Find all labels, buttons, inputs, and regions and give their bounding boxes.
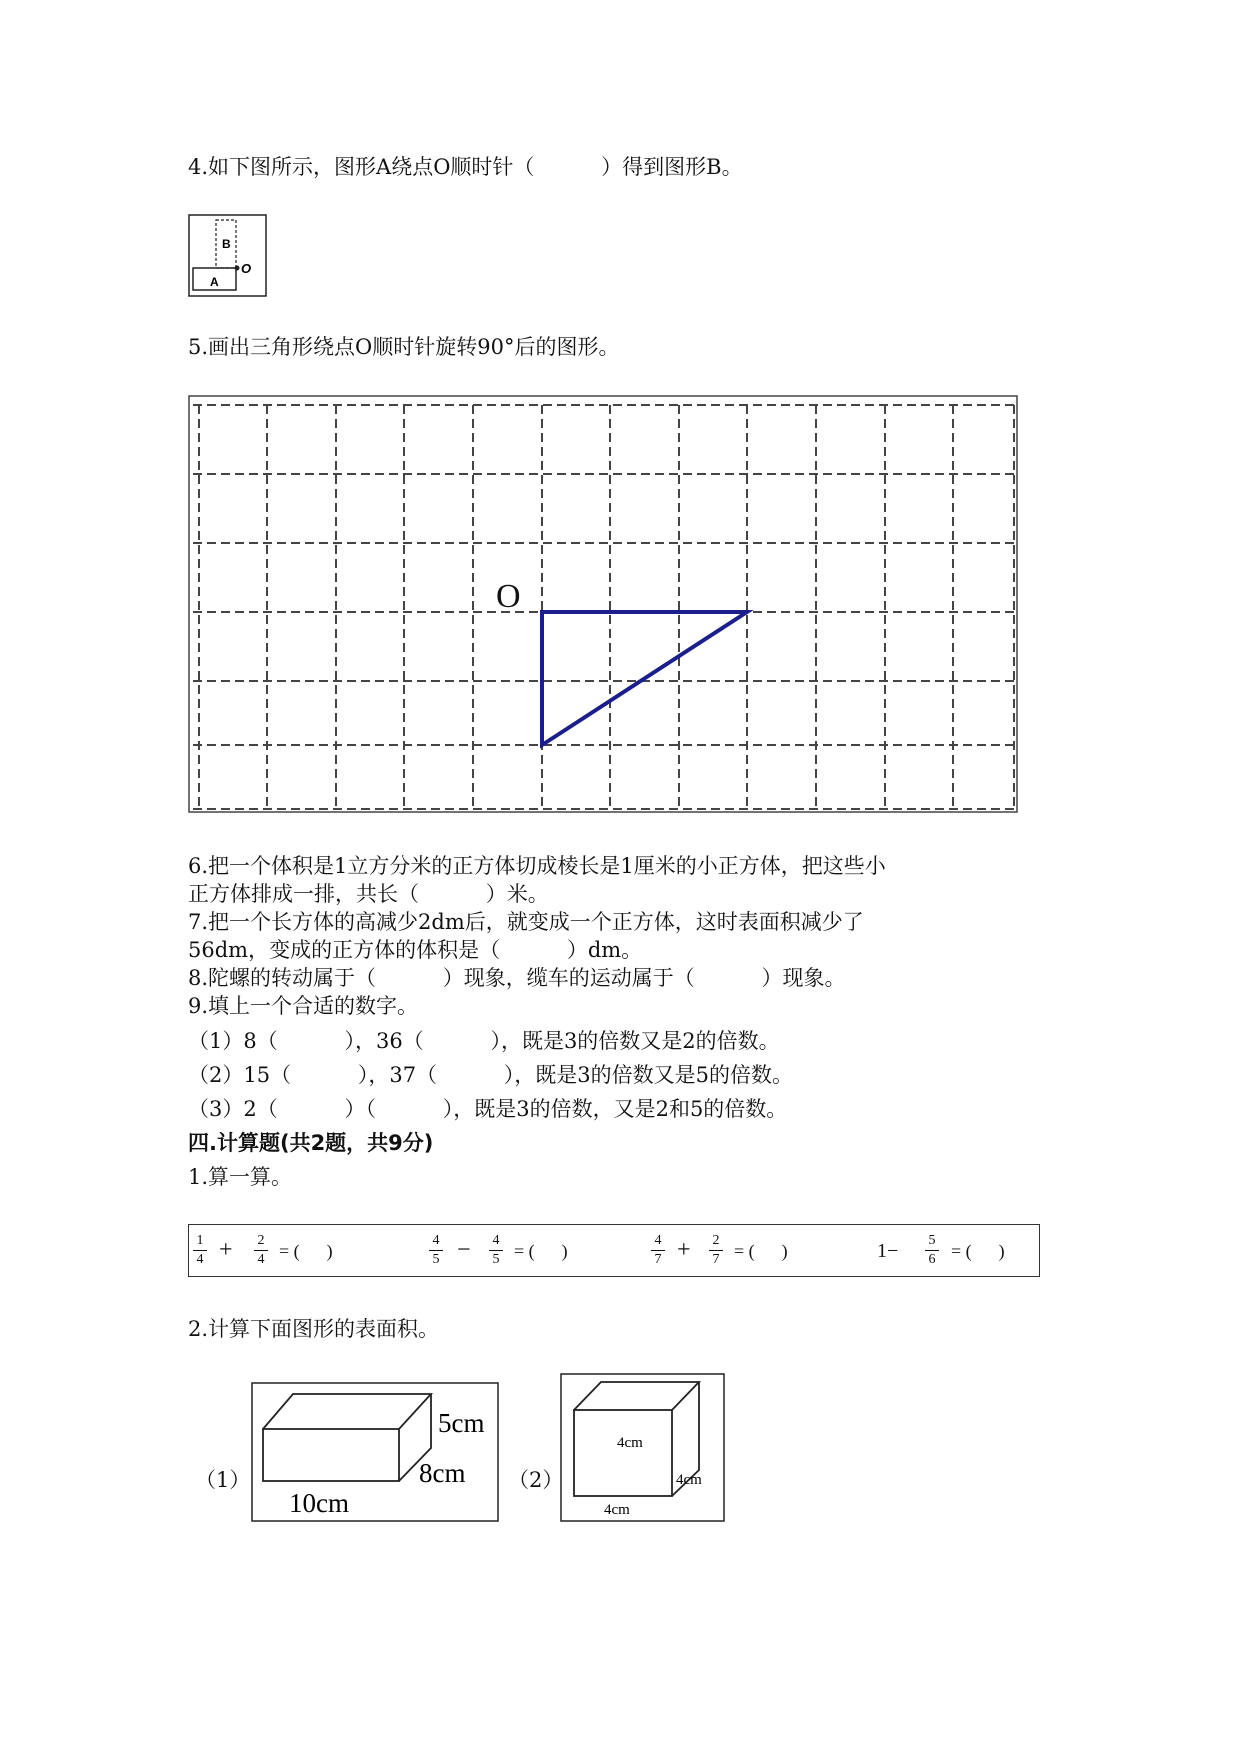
calc-e3-frac-b: 2 7: [709, 1233, 723, 1268]
q5-triangle: [542, 612, 747, 745]
section4-title: 四.计算题(共2题，共9分): [188, 1131, 434, 1155]
solid1-height: 5cm: [438, 1408, 485, 1438]
calc-e2-op: −: [457, 1237, 471, 1263]
solid2-depth: 4cm: [676, 1472, 702, 1488]
calc-e2-frac-a: 4 5: [429, 1233, 443, 1268]
q5-point-o: O: [496, 578, 521, 615]
q4-label-b: B: [222, 237, 231, 251]
solid1-cuboid-figure: [251, 1382, 501, 1524]
calc-e1-frac-b: 2 4: [254, 1233, 268, 1268]
q4-label-o: O: [241, 261, 252, 276]
solid2-height: 4cm: [617, 1435, 643, 1451]
q4-label-a: A: [210, 275, 219, 289]
calc-e1-op: +: [219, 1237, 233, 1263]
q9-sub2: （2）15（ ），37（ ），既是3的倍数又是5的倍数。: [188, 1063, 794, 1087]
q8-text: 8.陀螺的转动属于（ ）现象，缆车的运动属于（ ）现象。: [188, 966, 846, 990]
q9-text: 9.填上一个合适的数字。: [188, 994, 419, 1018]
calc-e3-tail: = ( ): [734, 1241, 788, 1261]
section4-q1: 1.算一算。: [188, 1165, 293, 1189]
calc-e3-frac-a: 4 7: [651, 1233, 665, 1268]
calc-box: [188, 1224, 1040, 1277]
solid2-length: 4cm: [604, 1502, 630, 1518]
q6-line1: 6.把一个体积是1立方分米的正方体切成棱长是1厘米的小正方体，把这些小: [188, 854, 886, 878]
calc-e3-op: +: [677, 1237, 691, 1263]
calc-e2-frac-b: 4 5: [489, 1233, 503, 1268]
solid1-length: 10cm: [289, 1488, 349, 1518]
section4-q2: 2.计算下面图形的表面积。: [188, 1317, 440, 1341]
q4-figure: [188, 214, 268, 298]
calc-e4-frac-b: 5 6: [925, 1233, 939, 1268]
solid2-cube-figure: [560, 1373, 726, 1523]
q5-grid-lines: [193, 405, 1014, 810]
q7-line2: 56dm，变成的正方体的体积是（ ）dm。: [188, 938, 643, 962]
q9-sub1: （1）8（ ），36（ ），既是3的倍数又是2的倍数。: [188, 1029, 780, 1053]
calc-e1-tail: = ( ): [279, 1241, 333, 1261]
calc-e4-lead: 1−: [877, 1240, 899, 1262]
q4-text: 4.如下图所示，图形A绕点O顺时针（ ）得到图形B。: [188, 155, 743, 179]
solid2-label: （2）: [508, 1468, 564, 1492]
q5-text: 5.画出三角形绕点O顺时针旋转90°后的图形。: [188, 335, 620, 359]
q5-grid-figure: [188, 395, 1018, 815]
q6-line2: 正方体排成一排，共长（ ）米。: [188, 882, 549, 906]
calc-e2-tail: = ( ): [514, 1241, 568, 1261]
q9-sub3: （3）2（ ）（ ），既是3的倍数，又是2和5的倍数。: [188, 1097, 788, 1121]
q7-line1: 7.把一个长方体的高减少2dm后，就变成一个正方体，这时表面积减少了: [188, 910, 864, 934]
solid1-width: 8cm: [419, 1458, 466, 1488]
calc-e4-tail: = ( ): [951, 1241, 1005, 1261]
solid1-label: （1）: [195, 1468, 251, 1492]
calc-e1-frac-a: 1 4: [193, 1233, 207, 1268]
